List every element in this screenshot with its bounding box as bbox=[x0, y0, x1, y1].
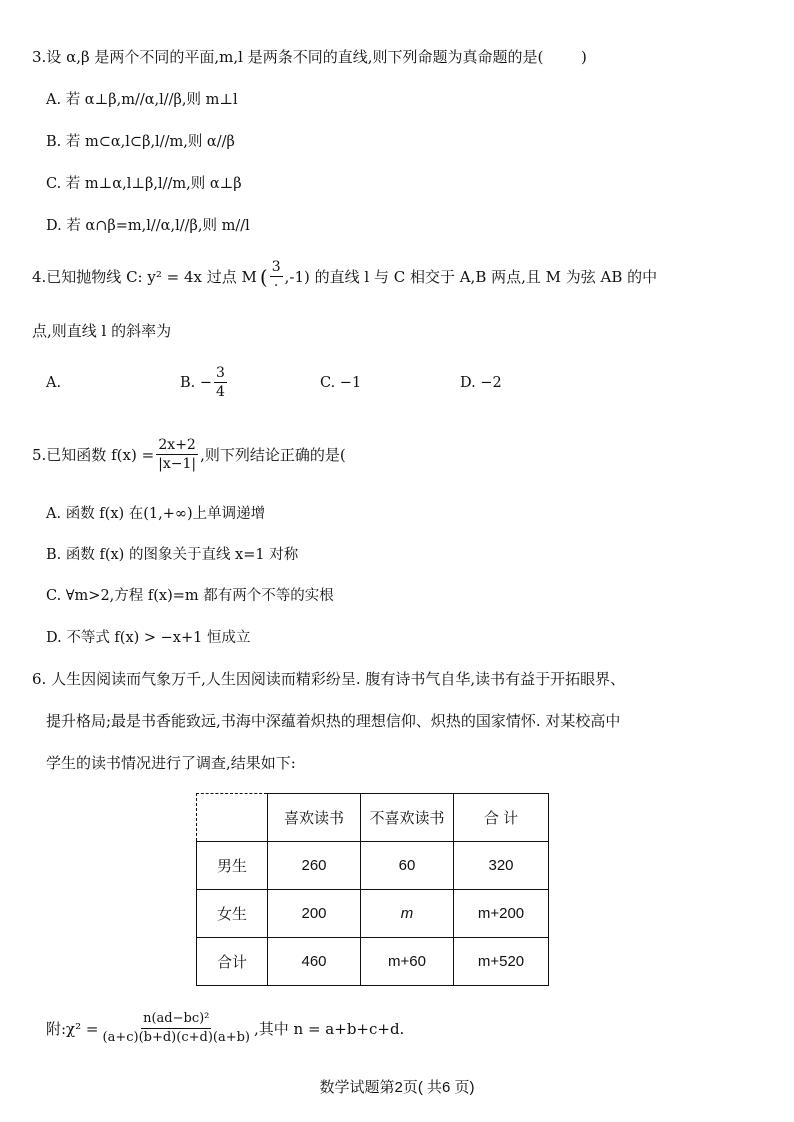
q3-option-c: C. 若 m⊥α,l⊥β,l//m,则 α⊥β bbox=[46, 176, 242, 192]
q3-option-a: A. 若 α⊥β,m//α,l//β,则 m⊥l bbox=[46, 92, 238, 108]
q3-paren-close: ) bbox=[580, 48, 587, 66]
table-header-cell: 合 计 bbox=[454, 794, 549, 842]
q5-option-c: C. ∀m>2,方程 f(x)=m 都有两个不等的实根 bbox=[46, 588, 334, 604]
q4-stem-a: 4.已知抛物线 C: y² = 4x 过点 M bbox=[32, 268, 257, 286]
q4-option-b bbox=[180, 364, 320, 401]
table-cell: 200 bbox=[268, 890, 361, 938]
survey-table bbox=[196, 793, 549, 986]
table-cell: 男生 bbox=[197, 842, 268, 890]
table-cell: m+60 bbox=[361, 938, 454, 986]
table-header-cell bbox=[197, 794, 268, 842]
q4-stem-c: 点,则直线 l 的斜率为 bbox=[32, 322, 172, 340]
q4-option-b-prefix: B. − bbox=[180, 374, 213, 391]
q4-option-b-den: 4 bbox=[216, 384, 225, 400]
formula-prefix: 附:χ² = bbox=[46, 1020, 99, 1038]
q4-option-a: A. bbox=[46, 374, 62, 391]
q6-line3: 学生的读书情况进行了调查,结果如下: bbox=[46, 754, 296, 772]
q5-function-den: |x−1| bbox=[158, 456, 197, 472]
chi-square-formula bbox=[46, 1010, 404, 1047]
table-header-cell: 不喜欢读书 bbox=[361, 794, 454, 842]
table-cell: m+520 bbox=[454, 938, 549, 986]
q4-option-b-fraction bbox=[214, 364, 227, 401]
q3-option-b: B. 若 m⊂α,l⊂β,l//m,则 α//β bbox=[46, 134, 235, 150]
q5-stem-a: 5.已知函数 f(x) = bbox=[32, 446, 155, 464]
q4-point-den: · bbox=[273, 278, 279, 294]
q3-stem bbox=[32, 46, 587, 67]
formula-den: (a+c)(b+d)(c+d)(a+b) bbox=[102, 1030, 250, 1045]
formula-suffix: ,其中 n = a+b+c+d. bbox=[254, 1020, 405, 1038]
q4-stem-b: ,-1) 的直线 l 与 C 相交于 A,B 两点,且 M 为弦 AB 的中 bbox=[284, 268, 658, 286]
table-cell: 460 bbox=[268, 938, 361, 986]
formula-num: n(ad−bc)² bbox=[141, 1010, 211, 1029]
q5-option-b: B. 函数 f(x) 的图象关于直线 x=1 对称 bbox=[46, 547, 299, 563]
q5-function-fraction bbox=[156, 436, 198, 473]
q4-stem-line1: 4.已知抛物线 C: y² = 4x 过点 M ( $\frac{3}{\cdot}$ ,-1) 的直线 l 与 C 相交于 A,B 两点,且 M 为弦 AB 的中 bbox=[32, 259, 658, 294]
q4-options bbox=[46, 364, 746, 401]
q4-option-d: D. −2 bbox=[460, 374, 502, 391]
table-cell: 女生 bbox=[197, 890, 268, 938]
table-header-cell: 喜欢读书 bbox=[268, 794, 361, 842]
table-row bbox=[197, 890, 549, 938]
q4-point-num: 3 bbox=[271, 259, 281, 275]
q5-stem bbox=[32, 436, 346, 473]
q6-line1: 6. 人生因阅读而气象万千,人生因阅读而精彩纷呈. 腹有诗书气自华,读书有益于开拓眼界、 bbox=[32, 670, 626, 688]
q6-line2: 提升格局;最是书香能致远,书海中深蕴着炽热的理想信仰、炽热的国家情怀. 对某校高中 bbox=[46, 712, 621, 730]
q3-stem-text: 3.设 α,β 是两个不同的平面,m,l 是两条不同的直线,则下列命题为真命题的是( bbox=[32, 48, 544, 66]
table-cell: 320 bbox=[454, 842, 549, 890]
q5-option-a: A. 函数 f(x) 在(1,+∞)上单调递增 bbox=[46, 506, 266, 522]
table-row bbox=[197, 938, 549, 986]
q5-function-num: 2x+2 bbox=[158, 437, 196, 453]
q5-stem-b: ,则下列结论正确的是( bbox=[200, 446, 346, 464]
table-cell: m bbox=[361, 890, 454, 938]
q5-option-d: D. 不等式 f(x) > −x+1 恒成立 bbox=[46, 630, 251, 646]
table-header-row bbox=[197, 794, 549, 842]
table-row bbox=[197, 842, 549, 890]
q4-point-fraction bbox=[270, 258, 283, 295]
table-cell: 60 bbox=[361, 842, 454, 890]
formula-fraction bbox=[101, 1010, 253, 1047]
table-cell: 合计 bbox=[197, 938, 268, 986]
q3-option-d: D. 若 α∩β=m,l//α,l//β,则 m//l bbox=[46, 218, 250, 234]
q4-option-c: C. −1 bbox=[320, 374, 362, 391]
q4-option-b-num: 3 bbox=[216, 365, 225, 381]
table-cell: m+200 bbox=[454, 890, 549, 938]
table-cell: 260 bbox=[268, 842, 361, 890]
page-footer: 数学试题第2页( 共6 页) bbox=[319, 1079, 475, 1096]
